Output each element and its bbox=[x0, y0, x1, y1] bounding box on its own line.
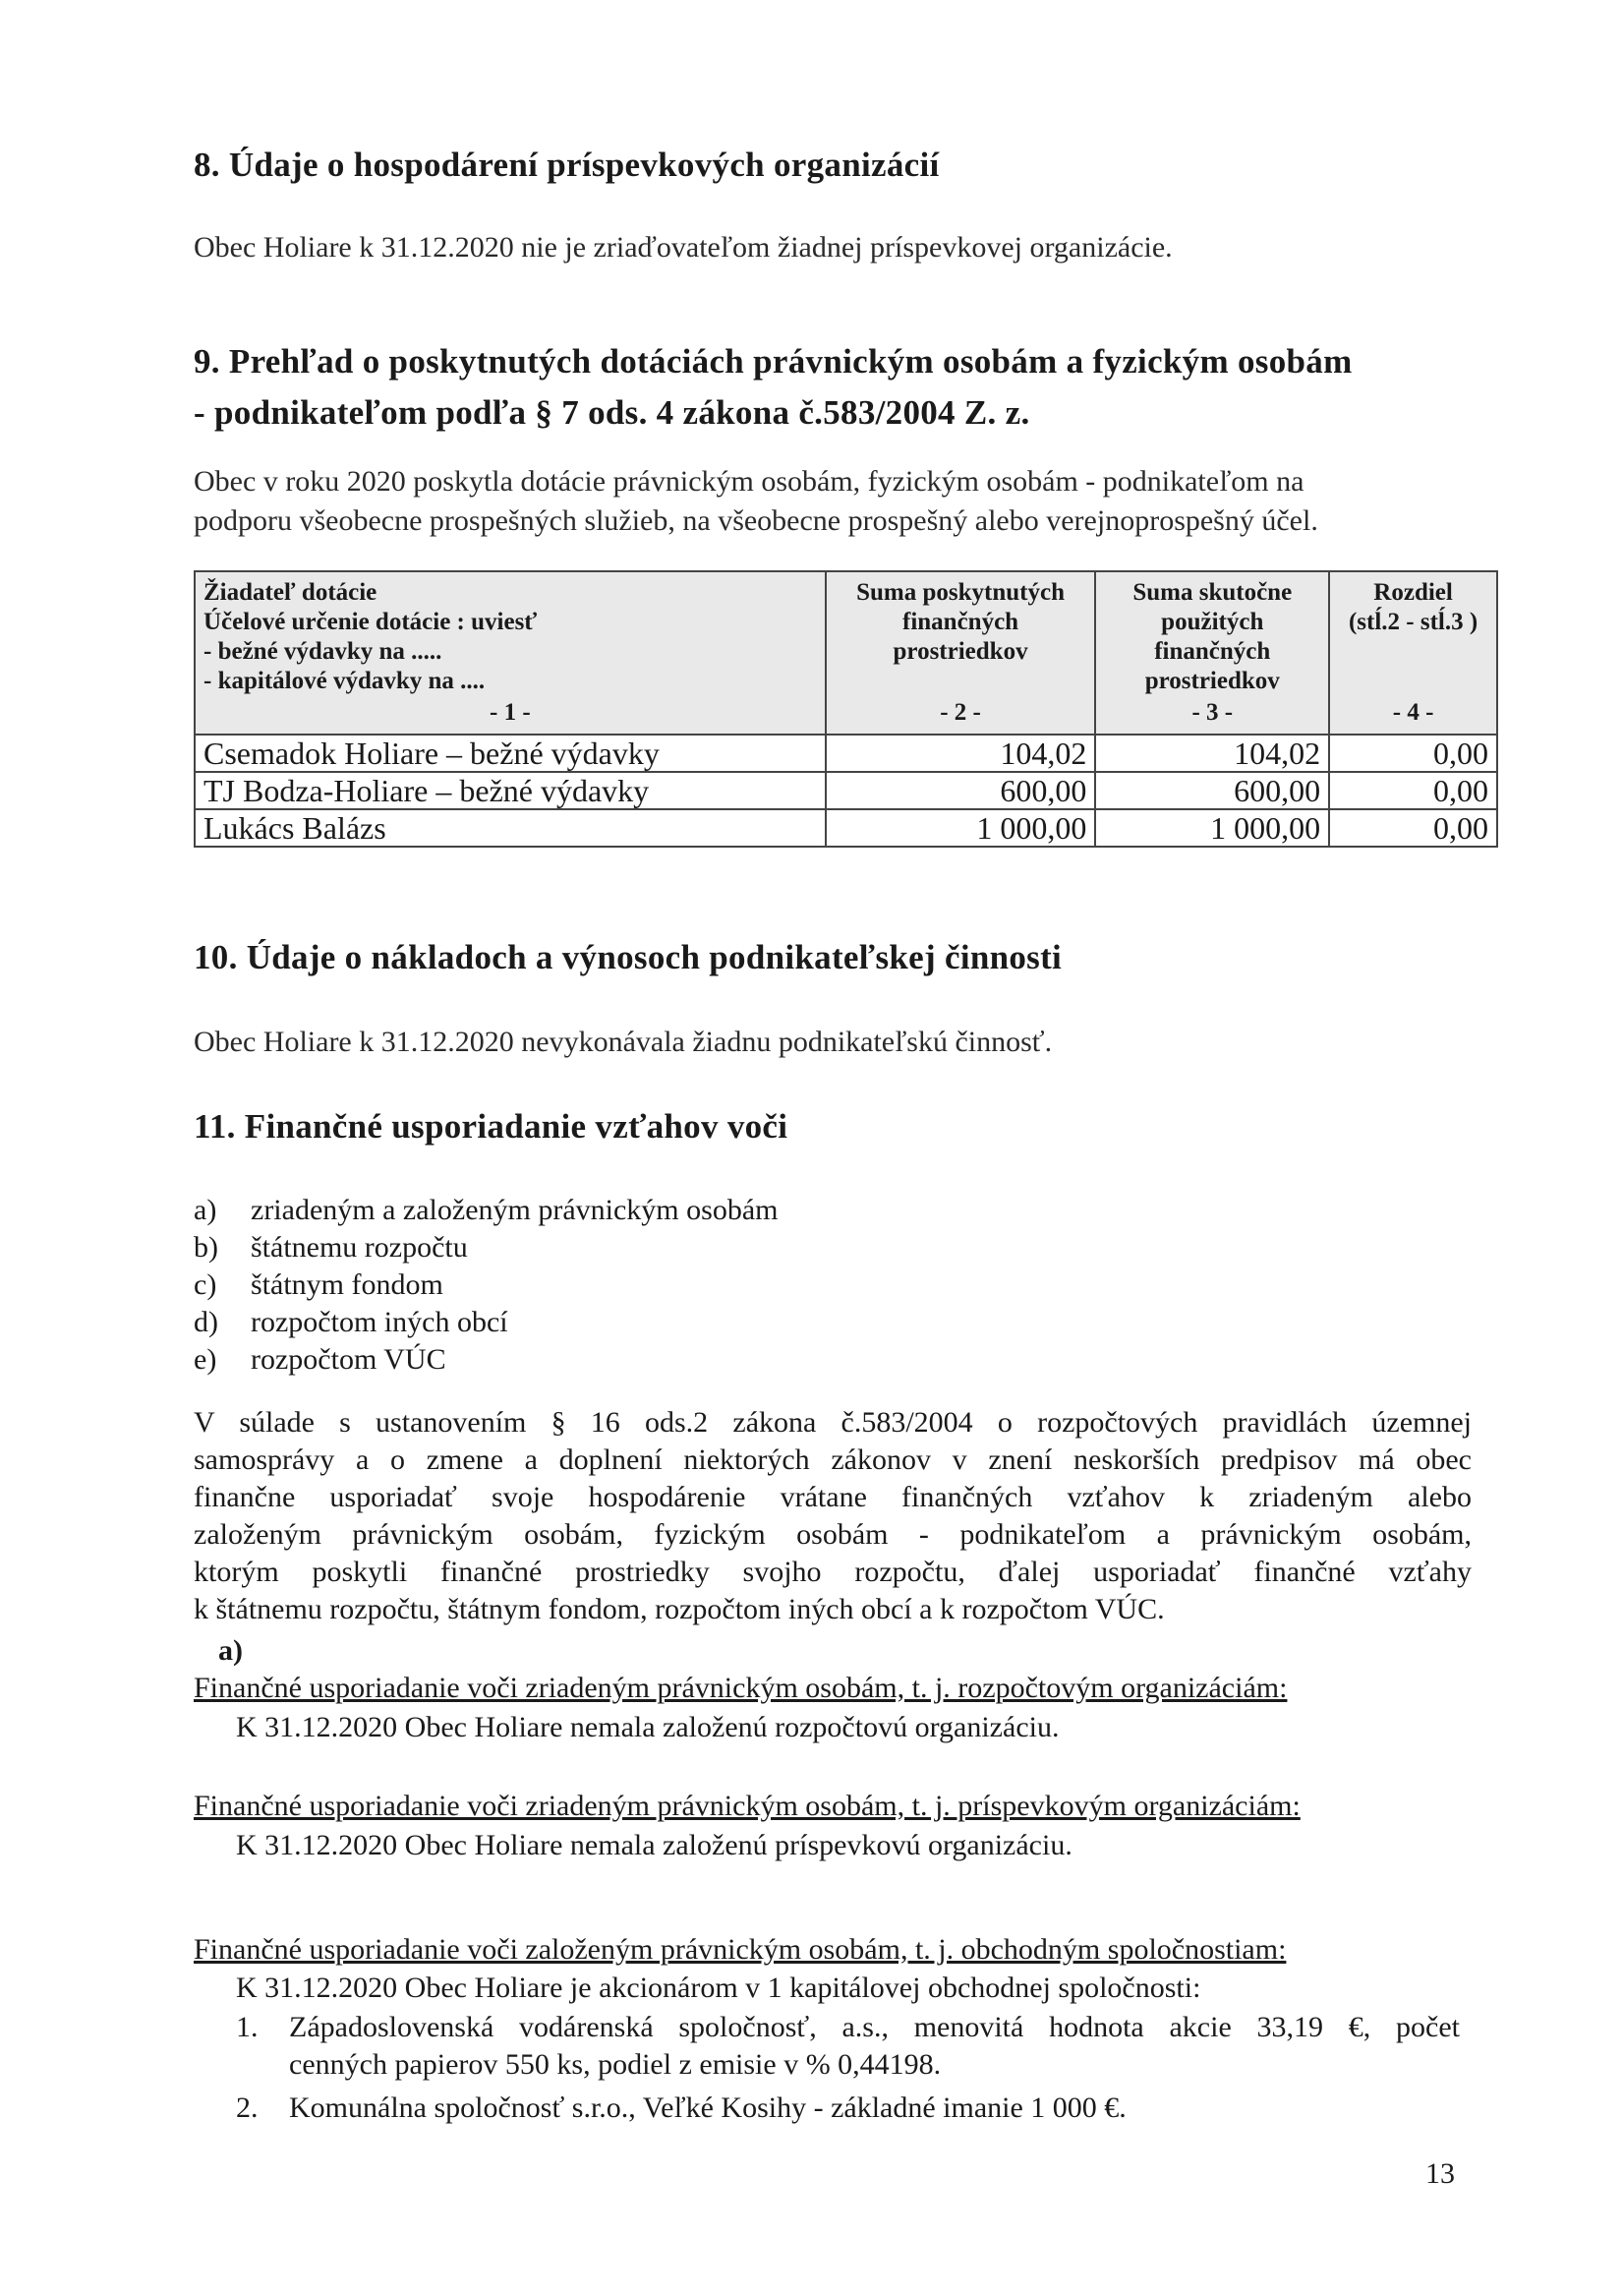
subsection-text-3: K 31.12.2020 Obec Holiare je akcionárom v 1 kapitálovej obchodnej spoločnosti: bbox=[236, 1972, 1201, 2004]
table-row bbox=[195, 735, 1497, 772]
section-8-title: 8. Údaje o hospodárení príspevkových organizácií bbox=[194, 146, 940, 184]
list-text: zriadeným a založeným právnickým osobám bbox=[251, 1194, 779, 1226]
subsection-a-label: a) bbox=[218, 1634, 243, 1667]
list-marker: e) bbox=[194, 1343, 217, 1376]
list-item bbox=[236, 2009, 1460, 2084]
header-text: Suma skutočne bbox=[1132, 579, 1293, 606]
header-provided bbox=[826, 571, 1096, 735]
row-provided: 104,02 bbox=[826, 735, 1096, 772]
list-marker: d) bbox=[194, 1306, 218, 1338]
list-item bbox=[236, 2090, 1460, 2127]
header-applicant bbox=[195, 571, 826, 735]
table-header-row bbox=[195, 571, 1497, 735]
row-difference: 0,00 bbox=[1329, 735, 1497, 772]
list-text: rozpočtom VÚC bbox=[251, 1343, 446, 1376]
list-marker: c) bbox=[194, 1268, 217, 1301]
header-text: prostriedkov bbox=[893, 638, 1028, 665]
subsidy-table bbox=[194, 570, 1498, 848]
section-9-title-line2: - podnikateľom podľa § 7 ods. 4 zákona č.583/2004 Z. z. bbox=[194, 393, 1030, 432]
subsection-heading-3: Finančné usporiadanie voči založeným právnickým osobám, t. j. obchodným spoločnostiam: bbox=[194, 1933, 1287, 1966]
header-difference bbox=[1329, 571, 1497, 735]
header-text: Suma poskytnutých bbox=[856, 579, 1065, 606]
row-difference: 0,00 bbox=[1329, 772, 1497, 809]
column-number: - 3 - bbox=[1191, 699, 1234, 726]
row-used: 104,02 bbox=[1095, 735, 1329, 772]
column-number: - 1 - bbox=[490, 699, 531, 726]
header-text: prostriedkov bbox=[1144, 668, 1280, 694]
page-number: 13 bbox=[1425, 2157, 1455, 2190]
paragraph-line: samosprávy a o zmene a doplnení niektorých zákonov v znení neskorších predpisov má obec bbox=[194, 1443, 1472, 1476]
list-text: cenných papierov 550 ks, podiel z emisie v % 0,44198. bbox=[289, 2048, 942, 2081]
section-9-text-line1: Obec v roku 2020 poskytla dotácie právnickým osobám, fyzickým osobám - podnikateľom na bbox=[194, 465, 1304, 498]
header-text: Rozdiel bbox=[1373, 579, 1453, 606]
header-text: finančných bbox=[1154, 638, 1271, 665]
row-difference: 0,00 bbox=[1329, 809, 1497, 847]
list-text: rozpočtom iných obcí bbox=[251, 1306, 508, 1338]
section-10-text: Obec Holiare k 31.12.2020 nevykonávala žiadnu podnikateľskú činnosť. bbox=[194, 1026, 1053, 1058]
section-11-title: 11. Finančné usporiadanie vzťahov voči bbox=[194, 1107, 788, 1146]
header-text: (stĺ.2 - stĺ.3 ) bbox=[1348, 609, 1478, 635]
paragraph-line: ktorým poskytli finančné prostriedky svojho rozpočtu, ďalej usporiadať finančné vzťahy bbox=[194, 1556, 1472, 1588]
paragraph-line: k štátnemu rozpočtu, štátnym fondom, rozpočtom iných obcí a k rozpočtom VÚC. bbox=[194, 1593, 1165, 1625]
list-marker: 2. bbox=[236, 2091, 259, 2124]
list-text: štátnemu rozpočtu bbox=[251, 1231, 468, 1264]
section-9-text-line2: podporu všeobecne prospešných služieb, na všeobecne prospešný alebo verejnoprospešný účel. bbox=[194, 504, 1318, 537]
row-applicant: TJ Bodza-Holiare – bežné výdavky bbox=[195, 772, 826, 809]
section-8-text: Obec Holiare k 31.12.2020 nie je zriaďovateľom žiadnej príspevkovej organizácie. bbox=[194, 231, 1173, 264]
subsection-text-2: K 31.12.2020 Obec Holiare nemala založenú príspevkovú organizáciu. bbox=[236, 1829, 1072, 1861]
header-text: - kapitálové výdavky na .... bbox=[203, 668, 486, 694]
section-10-title: 10. Údaje o nákladoch a výnosoch podnikateľskej činnosti bbox=[194, 938, 1063, 976]
list-item bbox=[194, 1266, 778, 1304]
list-item bbox=[194, 1192, 778, 1229]
row-provided: 1 000,00 bbox=[826, 809, 1096, 847]
list-marker: b) bbox=[194, 1231, 218, 1264]
row-used: 600,00 bbox=[1095, 772, 1329, 809]
section-9-title-line1: 9. Prehľad o poskytnutých dotáciách právnickým osobám a fyzickým osobám bbox=[194, 342, 1353, 381]
row-used: 1 000,00 bbox=[1095, 809, 1329, 847]
list-item bbox=[194, 1229, 778, 1266]
list-text: Západoslovenská vodárenská spoločnosť, a.s., menovitá hodnota akcie 33,19 €, počet bbox=[289, 2011, 1460, 2043]
subsection-text-1: K 31.12.2020 Obec Holiare nemala založenú rozpočtovú organizáciu. bbox=[236, 1711, 1060, 1743]
table-row bbox=[195, 772, 1497, 809]
row-applicant: Lukács Balázs bbox=[195, 809, 826, 847]
header-text: finančných bbox=[902, 609, 1019, 635]
header-text: Žiadateľ dotácie bbox=[203, 579, 377, 606]
paragraph-line: V súlade s ustanovením § 16 ods.2 zákona č.583/2004 o rozpočtových pravidlách územnej bbox=[194, 1406, 1472, 1439]
row-provided: 600,00 bbox=[826, 772, 1096, 809]
list-item bbox=[194, 1341, 778, 1379]
paragraph-line: založeným právnickým osobám, fyzickým osobám - podnikateľom a právnickým osobám, bbox=[194, 1518, 1472, 1551]
header-text: použitých bbox=[1161, 609, 1264, 635]
company-list bbox=[236, 2009, 1460, 2127]
subsection-heading-1: Finančné usporiadanie voči zriadeným právnickým osobám, t. j. rozpočtovým organizáciám: bbox=[194, 1672, 1288, 1704]
section-11-list bbox=[194, 1192, 778, 1379]
paragraph-line: finančne usporiadať svoje hospodárenie vrátane finančných vzťahov k zriadeným alebo bbox=[194, 1481, 1472, 1513]
column-number: - 2 - bbox=[940, 699, 981, 726]
list-item bbox=[194, 1304, 778, 1341]
list-text: štátnym fondom bbox=[251, 1268, 443, 1301]
table-row bbox=[195, 809, 1497, 847]
list-marker: 1. bbox=[236, 2011, 259, 2043]
subsection-heading-2: Finančné usporiadanie voči zriadeným právnickým osobám, t. j. príspevkovým organizáciám: bbox=[194, 1790, 1301, 1822]
list-text: Komunálna spoločnosť s.r.o., Veľké Kosihy - základné imanie 1 000 €. bbox=[289, 2091, 1127, 2124]
column-number: - 4 - bbox=[1392, 699, 1434, 726]
header-used bbox=[1095, 571, 1329, 735]
list-marker: a) bbox=[194, 1194, 217, 1226]
header-text: Účelové určenie dotácie : uviesť bbox=[203, 609, 538, 635]
row-applicant: Csemadok Holiare – bežné výdavky bbox=[195, 735, 826, 772]
header-text: - bežné výdavky na ..... bbox=[203, 638, 442, 665]
section-11-paragraph bbox=[194, 1404, 1472, 1628]
